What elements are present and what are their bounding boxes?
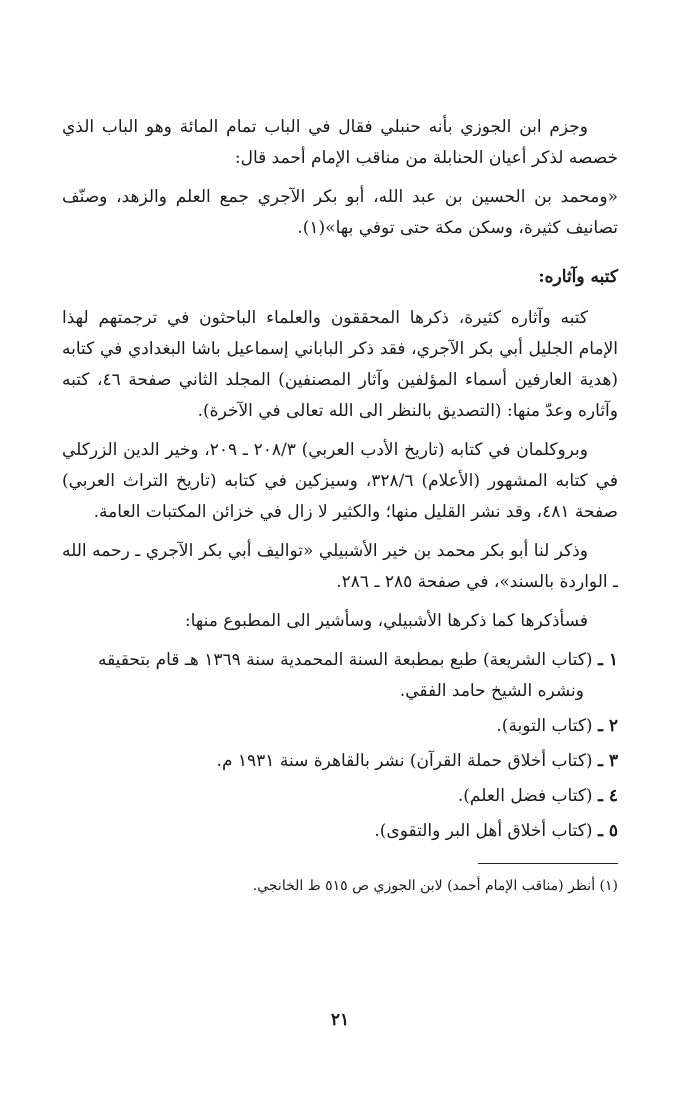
list-item-number: ١ ـ (597, 650, 618, 670)
list-item-text: (كتاب أخلاق أهل البر والتقوى). (374, 821, 593, 841)
list-item-text: (كتاب أخلاق حملة القرآن) نشر بالقاهرة سنة ١٩٣١ م. (216, 751, 593, 771)
paragraph-4: وبروكلمان في كتابه (تاريخ الأدب العربي) ٢٠٨/٣ ـ ٢٠٩، وخير الدين الزركلي في كتابه المشهور (الأعلام) ٣٢٨/٦، وسيزكين في كتابه (تاريخ التراث العربي) صفحة ٤٨١، وقد نشر القليل منها؛ والكثير لا زال في خزائن المكتبات العامة. (62, 440, 618, 522)
paragraph-5: وذكر لنا أبو بكر محمد بن خير الأشبيلي «تواليف أبي بكر الآجري ـ رحمه الله ـ الواردة بالسند»، في صفحة ٢٨٥ ـ ٢٨٦. (62, 541, 618, 592)
list-item-number: ٣ ـ (597, 751, 618, 771)
list-item-text: (كتاب فضل العلم). (457, 786, 593, 806)
footnote-divider (478, 863, 618, 864)
paragraph-1: وجزم ابن الجوزي بأنه حنبلي فقال في الباب تمام المائة وهو الباب الذي خصصه لذكر أعيان الحنابلة من مناقب الإمام أحمد قال: (62, 117, 618, 168)
section-heading: كتبه وآثاره: (538, 267, 618, 287)
list-item-number: ٢ ـ (597, 716, 618, 736)
list-item-number: ٤ ـ (597, 786, 618, 806)
list-item-text: (كتاب الشريعة) طبع بمطبعة السنة المحمدية سنة ١٣٦٩ هـ قام بتحقيقه (97, 650, 593, 670)
list-item (62, 645, 618, 707)
list-item (62, 816, 618, 847)
list-item-number: ٥ ـ (597, 821, 618, 841)
books-list (62, 645, 618, 847)
list-item-continuation: ونشره الشيخ حامد الفقي. (399, 681, 584, 701)
footnote: (١) أنظر (مناقب الإمام أحمد) لابن الجوزي ص ٥١٥ ط الخانجي. (252, 878, 618, 894)
paragraph-6: فسأذكرها كما ذكرها الأشبيلي، وسأشير الى المطبوع منها: (184, 611, 588, 631)
quotation-paragraph: «ومحمد بن الحسين بن عبد الله، أبو بكر الآجري جمع العلم والزهد، وصنّف تصانيف كثيرة، وسكن مكة حتى توفي بها»(١). (62, 187, 618, 238)
paragraph-3: كتبه وآثاره كثيرة، ذكرها المحققون والعلماء الباحثون في ترجمتهم لهذا الإمام الجليل أبي بكر الآجري، فقد ذكر الباباني إسماعيل باشا البغدادي في كتابه (هدية العارفين أسماء المؤلفين وآثار المصنفين) المجلد الثاني صفحة ٤٦، كتبه وآثاره وعدّ منها: (التصديق بالنظر الى الله تعالى في الآخرة). (62, 308, 618, 421)
list-item (62, 781, 618, 812)
page-body (62, 112, 618, 906)
page-number: ٢١ (330, 1010, 350, 1030)
list-item-text: (كتاب التوبة). (496, 716, 593, 736)
list-item (62, 711, 618, 742)
list-item (62, 746, 618, 777)
